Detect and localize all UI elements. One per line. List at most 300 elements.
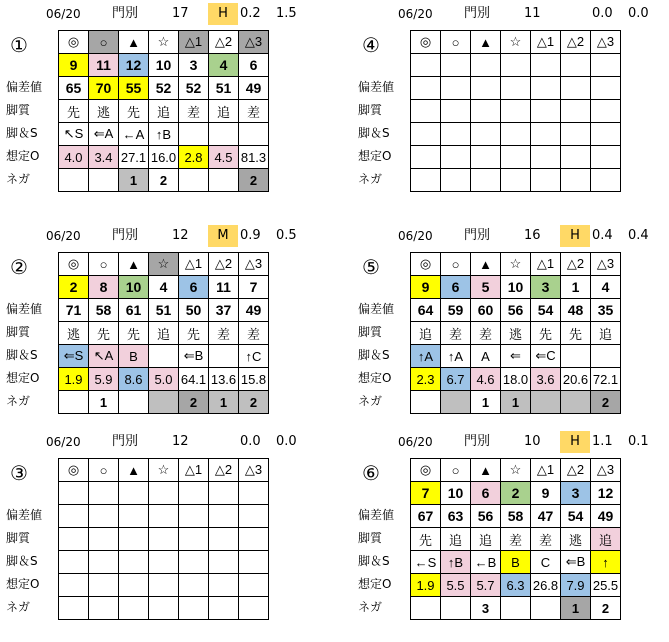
grid-row-neg xyxy=(411,597,621,620)
cell-dev-0: 64 xyxy=(411,299,441,322)
cell-style-2: 追 xyxy=(471,528,501,551)
cell-odds-6: 15.8 xyxy=(239,368,269,391)
grid-row-mark xyxy=(59,31,269,54)
grid-row-odds xyxy=(59,368,269,391)
row-label-1: 脚質 xyxy=(358,325,383,339)
cell-num-3: 2 xyxy=(501,482,531,505)
cell-neg-5 xyxy=(209,597,239,620)
cell-dev-2: 55 xyxy=(119,77,149,100)
cell-neg-5 xyxy=(561,391,591,414)
cell-neg-2 xyxy=(119,391,149,414)
cell-mark-3: ☆ xyxy=(501,459,531,482)
cell-style-2: 先 xyxy=(119,322,149,345)
cell-style-1 xyxy=(89,528,119,551)
cell-neg-3 xyxy=(149,597,179,620)
row-label-2: 脚＆S xyxy=(358,554,390,568)
race-date: 06/20 xyxy=(46,7,81,21)
cell-neg-1: 1 xyxy=(89,391,119,414)
cell-num-3 xyxy=(149,482,179,505)
row-label-3: 想定O xyxy=(358,371,392,385)
grid-row-mark xyxy=(411,253,621,276)
row-label-2: 脚＆S xyxy=(6,554,38,568)
cell-num-6: 6 xyxy=(239,54,269,77)
grid-row-neg xyxy=(411,169,621,192)
cell-odds-4: 2.8 xyxy=(179,146,209,169)
cell-style-0: 追 xyxy=(411,322,441,345)
cell-num-2: 10 xyxy=(119,276,149,299)
cell-num-6 xyxy=(591,54,621,77)
cell-leg-6 xyxy=(239,551,269,574)
cell-num-3: 10 xyxy=(501,276,531,299)
cell-leg-5 xyxy=(209,345,239,368)
cell-dev-4: 50 xyxy=(179,299,209,322)
index-value-1: 1.1 xyxy=(592,434,613,449)
cell-mark-2: ▲ xyxy=(119,31,149,54)
cell-leg-3 xyxy=(149,345,179,368)
race-number: ⑤ xyxy=(362,255,380,279)
cell-num-1: 8 xyxy=(89,276,119,299)
cell-mark-1: ○ xyxy=(89,31,119,54)
pick-grid xyxy=(410,30,621,192)
cell-num-2: 12 xyxy=(119,54,149,77)
cell-style-4 xyxy=(531,100,561,123)
pace-tag: H xyxy=(560,431,590,453)
cell-mark-0: ◎ xyxy=(411,253,441,276)
row-label-0: 偏差値 xyxy=(6,80,43,94)
cell-mark-0: ◎ xyxy=(59,31,89,54)
pace-tag: H xyxy=(560,225,590,247)
grid-row-leg xyxy=(411,551,621,574)
cell-dev-1: 58 xyxy=(89,299,119,322)
cell-odds-3: 5.0 xyxy=(149,368,179,391)
cell-dev-3: 52 xyxy=(149,77,179,100)
cell-dev-5 xyxy=(209,505,239,528)
cell-mark-6: △3 xyxy=(239,31,269,54)
cell-num-0: 2 xyxy=(59,276,89,299)
cell-dev-1 xyxy=(441,77,471,100)
cell-leg-5 xyxy=(561,123,591,146)
cell-num-1: 10 xyxy=(441,482,471,505)
cell-leg-5 xyxy=(209,551,239,574)
grid-row-num xyxy=(59,54,269,77)
grid-row-neg xyxy=(59,169,269,192)
cell-style-6: 追 xyxy=(591,322,621,345)
cell-mark-6: △3 xyxy=(239,459,269,482)
cell-mark-1: ○ xyxy=(89,459,119,482)
cell-num-4: 3 xyxy=(531,276,561,299)
cell-odds-3: 16.0 xyxy=(149,146,179,169)
grid-row-mark xyxy=(59,459,269,482)
cell-num-5: 3 xyxy=(561,482,591,505)
cell-neg-5 xyxy=(561,169,591,192)
pick-grid xyxy=(410,458,621,620)
cell-style-1: 差 xyxy=(441,322,471,345)
race-panel-3 xyxy=(0,434,317,639)
cell-neg-2: 1 xyxy=(471,391,501,414)
row-label-3: 想定O xyxy=(6,371,40,385)
cell-odds-3: 18.0 xyxy=(501,368,531,391)
cell-num-5 xyxy=(209,482,239,505)
row-label-0: 偏差値 xyxy=(358,80,395,94)
cell-neg-1 xyxy=(441,169,471,192)
row-label-4: ネガ xyxy=(6,172,31,186)
cell-odds-2 xyxy=(471,146,501,169)
cell-style-3 xyxy=(149,528,179,551)
cell-neg-6 xyxy=(591,169,621,192)
cell-num-6: 4 xyxy=(591,276,621,299)
cell-dev-6: 49 xyxy=(591,505,621,528)
cell-dev-4: 47 xyxy=(531,505,561,528)
cell-style-3 xyxy=(501,100,531,123)
cell-leg-1: ↑A xyxy=(441,345,471,368)
cell-odds-2 xyxy=(119,574,149,597)
cell-leg-5 xyxy=(561,345,591,368)
cell-leg-3 xyxy=(149,551,179,574)
cell-dev-5: 48 xyxy=(561,299,591,322)
cell-dev-5: 51 xyxy=(209,77,239,100)
row-label-1: 脚質 xyxy=(6,103,31,117)
grid-row-style xyxy=(411,528,621,551)
cell-leg-2 xyxy=(471,123,501,146)
cell-leg-4: ⇐B xyxy=(179,345,209,368)
index-value-1: 0.0 xyxy=(240,434,261,449)
grid-row-num xyxy=(411,54,621,77)
cell-leg-0: ←S xyxy=(411,551,441,574)
row-label-2: 脚＆S xyxy=(358,126,390,140)
row-label-2: 脚＆S xyxy=(358,348,390,362)
cell-dev-2: 56 xyxy=(471,505,501,528)
cell-mark-1: ○ xyxy=(441,31,471,54)
cell-mark-4: △1 xyxy=(179,459,209,482)
cell-neg-0 xyxy=(411,391,441,414)
grid-row-dev xyxy=(59,299,269,322)
cell-leg-6 xyxy=(591,123,621,146)
cell-odds-1: 3.4 xyxy=(89,146,119,169)
cell-neg-4 xyxy=(531,391,561,414)
cell-leg-1: ↑B xyxy=(441,551,471,574)
cell-odds-0: 1.9 xyxy=(59,368,89,391)
index-value-1: 0.9 xyxy=(240,228,261,243)
pick-grid xyxy=(58,252,269,414)
cell-style-6: 追 xyxy=(591,528,621,551)
cell-num-5: 11 xyxy=(209,276,239,299)
cell-mark-3: ☆ xyxy=(501,253,531,276)
cell-mark-6: △3 xyxy=(591,253,621,276)
cell-style-2: 先 xyxy=(119,100,149,123)
cell-num-0: 7 xyxy=(411,482,441,505)
cell-dev-5: 54 xyxy=(561,505,591,528)
cell-odds-3 xyxy=(149,574,179,597)
cell-style-3: 追 xyxy=(149,322,179,345)
cell-odds-0: 2.3 xyxy=(411,368,441,391)
cell-num-4: 9 xyxy=(531,482,561,505)
cell-odds-5: 20.6 xyxy=(561,368,591,391)
cell-num-0 xyxy=(59,482,89,505)
cell-mark-1: ○ xyxy=(441,459,471,482)
index-value-2: 0.0 xyxy=(276,434,297,449)
cell-num-5: 1 xyxy=(561,276,591,299)
cell-style-3: 追 xyxy=(149,100,179,123)
cell-leg-4: C xyxy=(531,551,561,574)
cell-leg-2: ←A xyxy=(119,123,149,146)
cell-style-3: 差 xyxy=(501,528,531,551)
cell-num-4: 3 xyxy=(179,54,209,77)
cell-leg-0 xyxy=(59,551,89,574)
row-label-3: 想定O xyxy=(358,149,392,163)
cell-odds-6 xyxy=(591,146,621,169)
cell-dev-4: 52 xyxy=(179,77,209,100)
cell-mark-6: △3 xyxy=(591,459,621,482)
cell-num-6 xyxy=(239,482,269,505)
index-value-2: 0.1 xyxy=(628,434,649,449)
race-date: 06/20 xyxy=(398,7,433,21)
cell-neg-3: 2 xyxy=(149,169,179,192)
cell-leg-2: A xyxy=(471,345,501,368)
grid-row-mark xyxy=(411,31,621,54)
cell-dev-2 xyxy=(119,505,149,528)
cell-mark-2: ▲ xyxy=(119,253,149,276)
race-number: ⑥ xyxy=(362,461,380,485)
cell-neg-4 xyxy=(531,597,561,620)
cell-style-1: 追 xyxy=(441,528,471,551)
cell-odds-2: 8.6 xyxy=(119,368,149,391)
race-date: 06/20 xyxy=(46,435,81,449)
grid-row-style xyxy=(59,100,269,123)
grid-row-dev xyxy=(411,77,621,100)
cell-num-0: 9 xyxy=(59,54,89,77)
cell-leg-2: B xyxy=(119,345,149,368)
cell-neg-5 xyxy=(209,169,239,192)
cell-style-6: 差 xyxy=(239,322,269,345)
cell-leg-1: ⇐A xyxy=(89,123,119,146)
cell-leg-0: ⇐S xyxy=(59,345,89,368)
cell-odds-6 xyxy=(239,574,269,597)
cell-odds-4: 64.1 xyxy=(179,368,209,391)
grid-row-neg xyxy=(59,597,269,620)
cell-dev-3 xyxy=(149,505,179,528)
cell-num-3 xyxy=(501,54,531,77)
cell-num-1 xyxy=(89,482,119,505)
cell-neg-5: 1 xyxy=(561,597,591,620)
cell-mark-5: △2 xyxy=(209,253,239,276)
grid-row-neg xyxy=(59,391,269,414)
cell-neg-0 xyxy=(59,169,89,192)
cell-mark-3: ☆ xyxy=(149,253,179,276)
grid-row-leg xyxy=(59,123,269,146)
cell-odds-5: 13.6 xyxy=(209,368,239,391)
cell-odds-4 xyxy=(531,146,561,169)
cell-odds-4 xyxy=(179,574,209,597)
pick-grid xyxy=(58,30,269,192)
race-panel-5 xyxy=(352,228,669,433)
pace-tag: M xyxy=(208,225,238,247)
grid-row-leg xyxy=(59,551,269,574)
cell-odds-5: 7.9 xyxy=(561,574,591,597)
cell-style-4: 先 xyxy=(179,322,209,345)
cell-mark-3: ☆ xyxy=(149,31,179,54)
cell-style-2 xyxy=(471,100,501,123)
cell-dev-3 xyxy=(501,77,531,100)
row-label-4: ネガ xyxy=(6,600,31,614)
grid-row-odds xyxy=(59,146,269,169)
cell-leg-3 xyxy=(501,123,531,146)
cell-odds-3: 6.3 xyxy=(501,574,531,597)
cell-neg-4 xyxy=(531,169,561,192)
cell-mark-3: ☆ xyxy=(149,459,179,482)
cell-style-6: 差 xyxy=(239,100,269,123)
cell-num-6: 12 xyxy=(591,482,621,505)
cell-odds-6: 25.5 xyxy=(591,574,621,597)
cell-mark-4: △1 xyxy=(179,253,209,276)
index-value-2: 1.5 xyxy=(276,6,297,21)
cell-style-2 xyxy=(119,528,149,551)
venue-label: 門別 xyxy=(112,434,139,449)
cell-style-6 xyxy=(239,528,269,551)
row-label-0: 偏差値 xyxy=(6,302,43,316)
cell-num-1 xyxy=(441,54,471,77)
cell-neg-2 xyxy=(471,169,501,192)
race-date: 06/20 xyxy=(398,435,433,449)
row-label-4: ネガ xyxy=(358,394,383,408)
row-label-2: 脚＆S xyxy=(6,348,38,362)
cell-neg-1 xyxy=(441,391,471,414)
cell-odds-0 xyxy=(59,574,89,597)
runner-count: 16 xyxy=(524,228,541,243)
cell-neg-0 xyxy=(411,597,441,620)
row-label-1: 脚質 xyxy=(358,531,383,545)
cell-num-2 xyxy=(471,54,501,77)
cell-neg-0 xyxy=(411,169,441,192)
pace-tag: H xyxy=(208,3,238,25)
index-value-2: 0.4 xyxy=(628,228,649,243)
cell-odds-2: 5.7 xyxy=(471,574,501,597)
cell-dev-1 xyxy=(89,505,119,528)
cell-dev-2: 61 xyxy=(119,299,149,322)
grid-row-num xyxy=(411,276,621,299)
cell-neg-6: 2 xyxy=(239,169,269,192)
cell-odds-1: 5.9 xyxy=(89,368,119,391)
cell-mark-2: ▲ xyxy=(471,459,501,482)
venue-label: 門別 xyxy=(112,6,139,21)
cell-dev-1: 63 xyxy=(441,505,471,528)
race-number: ④ xyxy=(362,33,380,57)
cell-odds-4: 26.8 xyxy=(531,574,561,597)
grid-row-style xyxy=(411,322,621,345)
race-date: 06/20 xyxy=(398,229,433,243)
cell-style-5: 逃 xyxy=(561,528,591,551)
cell-mark-6: △3 xyxy=(591,31,621,54)
cell-mark-2: ▲ xyxy=(471,31,501,54)
row-label-3: 想定O xyxy=(6,577,40,591)
cell-neg-5: 1 xyxy=(209,391,239,414)
cell-odds-1 xyxy=(441,146,471,169)
cell-neg-0 xyxy=(59,391,89,414)
cell-leg-6: ↑C xyxy=(239,345,269,368)
cell-dev-4 xyxy=(179,505,209,528)
cell-neg-3 xyxy=(149,391,179,414)
cell-num-6: 7 xyxy=(239,276,269,299)
cell-num-4 xyxy=(531,54,561,77)
cell-leg-5 xyxy=(209,123,239,146)
grid-row-num xyxy=(59,276,269,299)
cell-mark-5: △2 xyxy=(561,253,591,276)
cell-dev-2 xyxy=(471,77,501,100)
cell-neg-2: 3 xyxy=(471,597,501,620)
cell-odds-1: 6.7 xyxy=(441,368,471,391)
cell-leg-0 xyxy=(411,123,441,146)
cell-style-3: 逃 xyxy=(501,322,531,345)
row-label-4: ネガ xyxy=(6,394,31,408)
row-label-3: 想定O xyxy=(358,577,392,591)
cell-dev-5: 37 xyxy=(209,299,239,322)
cell-mark-0: ◎ xyxy=(411,459,441,482)
cell-dev-6 xyxy=(239,505,269,528)
grid-row-leg xyxy=(411,345,621,368)
cell-odds-1: 5.5 xyxy=(441,574,471,597)
cell-style-4: 差 xyxy=(179,100,209,123)
grid-row-mark xyxy=(59,253,269,276)
cell-neg-4 xyxy=(179,597,209,620)
row-label-0: 偏差値 xyxy=(6,508,43,522)
cell-odds-2: 27.1 xyxy=(119,146,149,169)
row-label-1: 脚質 xyxy=(6,531,31,545)
cell-odds-0: 4.0 xyxy=(59,146,89,169)
cell-neg-0 xyxy=(59,597,89,620)
cell-dev-6 xyxy=(591,77,621,100)
cell-mark-0: ◎ xyxy=(59,253,89,276)
cell-neg-4: 2 xyxy=(179,391,209,414)
cell-style-1: 逃 xyxy=(89,100,119,123)
cell-leg-2: ←B xyxy=(471,551,501,574)
cell-neg-6: 2 xyxy=(239,391,269,414)
race-date: 06/20 xyxy=(46,229,81,243)
cell-neg-6: 2 xyxy=(591,391,621,414)
grid-row-dev xyxy=(411,299,621,322)
race-panel-1 xyxy=(0,6,317,211)
grid-row-odds xyxy=(411,368,621,391)
cell-mark-1: ○ xyxy=(89,253,119,276)
cell-dev-2: 60 xyxy=(471,299,501,322)
cell-leg-5: ⇐B xyxy=(561,551,591,574)
cell-style-0: 先 xyxy=(59,100,89,123)
cell-style-1: 先 xyxy=(89,322,119,345)
cell-dev-0 xyxy=(59,505,89,528)
cell-odds-0 xyxy=(411,146,441,169)
row-label-0: 偏差値 xyxy=(358,302,395,316)
cell-dev-3: 56 xyxy=(501,299,531,322)
venue-label: 門別 xyxy=(464,6,491,21)
cell-dev-4: 54 xyxy=(531,299,561,322)
cell-mark-4: △1 xyxy=(531,459,561,482)
cell-style-5 xyxy=(209,528,239,551)
grid-row-odds xyxy=(411,574,621,597)
cell-num-5: 4 xyxy=(209,54,239,77)
venue-label: 門別 xyxy=(112,228,139,243)
race-number: ① xyxy=(10,33,28,57)
pick-grid xyxy=(410,252,621,414)
cell-odds-4: 3.6 xyxy=(531,368,561,391)
index-value-1: 0.2 xyxy=(240,6,261,21)
cell-dev-3: 51 xyxy=(149,299,179,322)
cell-odds-5: 4.5 xyxy=(209,146,239,169)
cell-dev-6: 49 xyxy=(239,77,269,100)
runner-count: 10 xyxy=(524,434,541,449)
cell-odds-6: 81.3 xyxy=(239,146,269,169)
cell-dev-1: 70 xyxy=(89,77,119,100)
cell-leg-4: ⇐C xyxy=(531,345,561,368)
cell-num-4 xyxy=(179,482,209,505)
cell-dev-0: 67 xyxy=(411,505,441,528)
